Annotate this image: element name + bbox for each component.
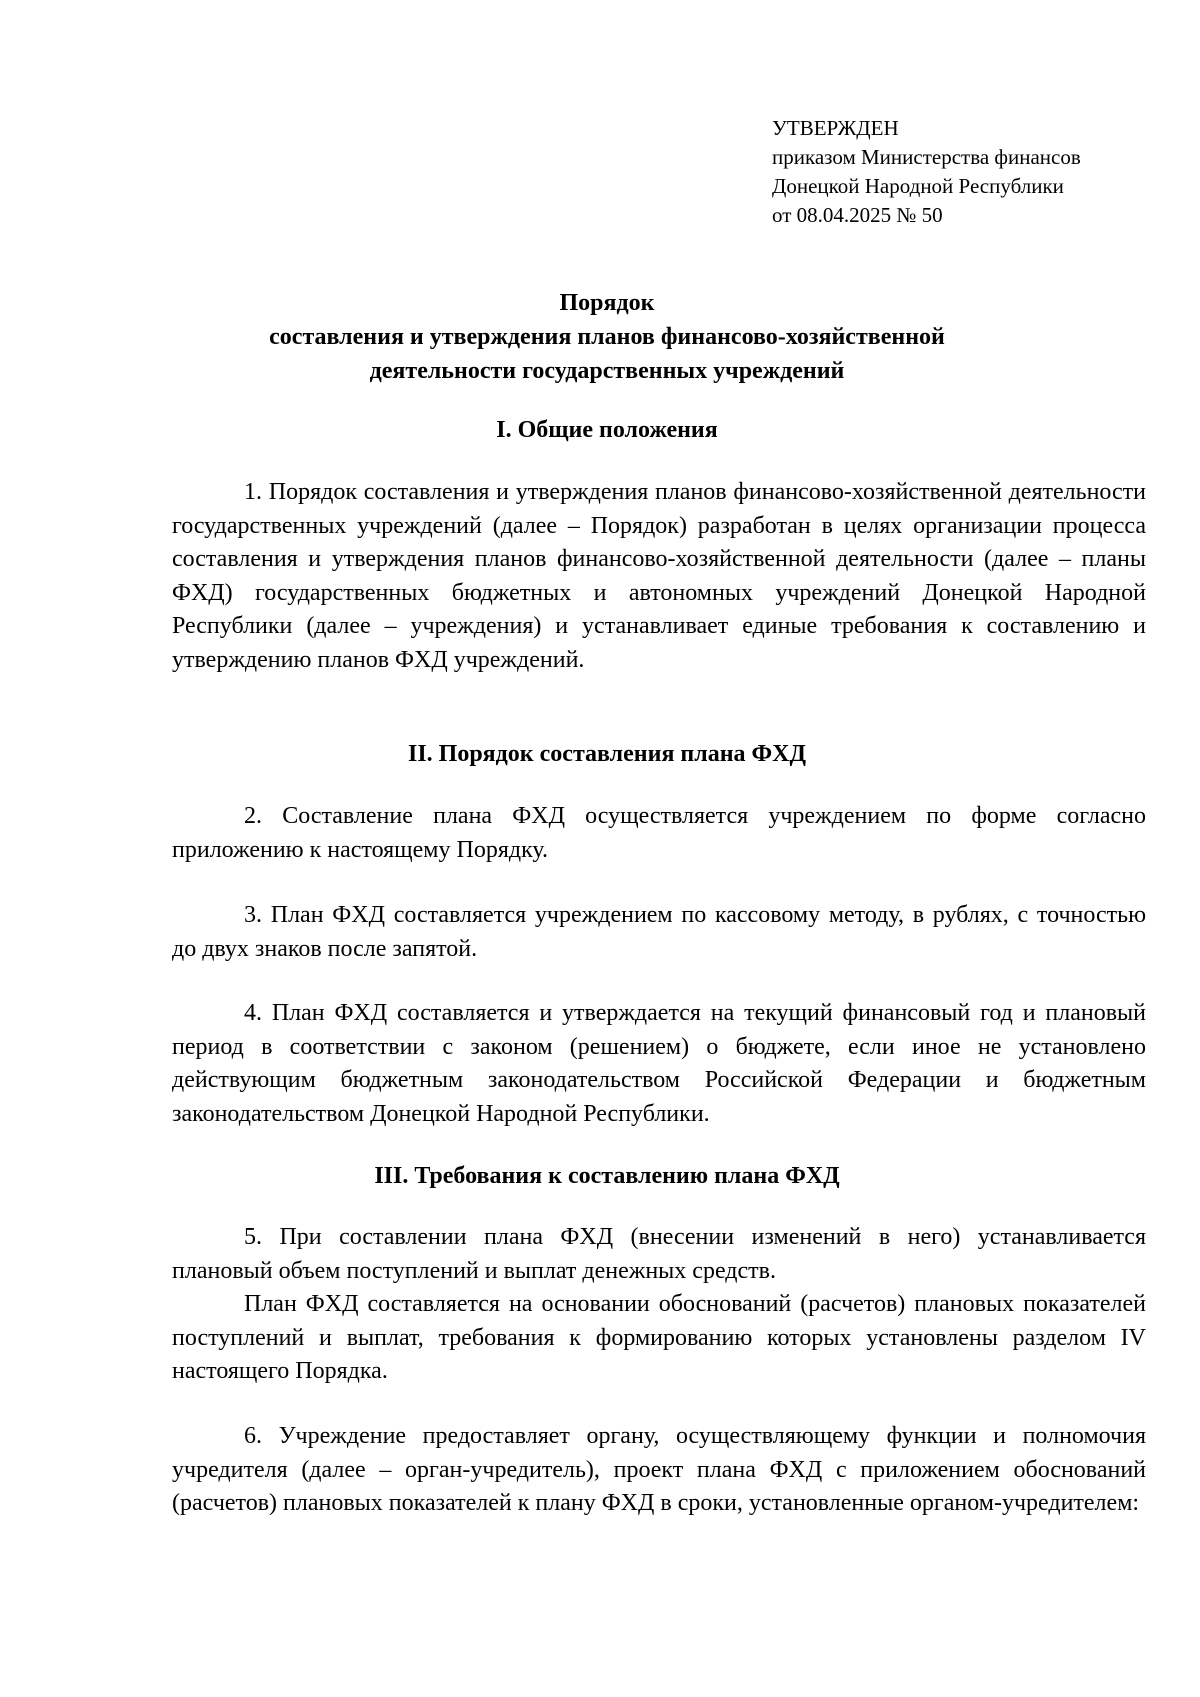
section-heading-3: III. Требования к составлению плана ФХД <box>374 1163 840 1189</box>
title-line-3: деятельности государственных учреждений <box>369 358 845 384</box>
approval-status: УТВЕРЖДЕН <box>772 116 899 140</box>
document-title <box>172 286 1042 388</box>
paragraph-4: 4. План ФХД составляется и утверждается на текущий финансовый год и плановый период в соответствии с законом (решением) о бюджете, если иное не установлено действующим бюджетным законодательством Российской Федерации и бюджетным законодательством Донецкой Народной Республики. <box>172 1000 1146 1127</box>
paragraph-5-continued: План ФХД составляется на основании обоснований (расчетов) плановых показателей поступлений и выплат, требования к формированию которых установлены разделом IV настоящего Порядка. <box>172 1291 1146 1384</box>
approval-date: от 08.04.2025 № 50 <box>772 203 943 227</box>
title-line-1: Порядок <box>559 290 655 316</box>
paragraph-3: 3. План ФХД составляется учреждением по кассовому методу, в рублях, с точностью до двух знаков после запятой. <box>172 902 1146 962</box>
section-heading-1: I. Общие положения <box>496 417 718 443</box>
approval-block <box>772 114 1172 230</box>
section-heading-2: II. Порядок составления плана ФХД <box>407 741 806 767</box>
paragraph-2: 2. Составление плана ФХД осуществляется учреждением по форме согласно приложению к настоящему Порядку. <box>172 803 1146 863</box>
approval-authority: Донецкой Народной Республики <box>772 174 1064 198</box>
approval-order: приказом Министерства финансов <box>772 145 1081 169</box>
paragraph-5: 5. При составлении плана ФХД (внесении изменений в него) устанавливается плановый объем поступлений и выплат денежных средств. <box>172 1224 1146 1284</box>
paragraph-6: 6. Учреждение предоставляет органу, осуществляющему функции и полномочия учредителя (далее – орган-учредитель), проект плана ФХД с приложением обоснований (расчетов) плановых показателей к плану ФХД в сроки, установленные органом-учредителем: <box>172 1423 1146 1516</box>
title-line-2: составления и утверждения планов финансово-хозяйственной <box>269 324 945 350</box>
paragraph-1: 1. Порядок составления и утверждения планов финансово-хозяйственной деятельности государственных учреждений (далее – Порядок) разработан в целях организации процесса составления и утверждения планов финансово-хозяйственной деятельности (далее – планы ФХД) государственных бюджетных и автономных учреждений Донецкой Народной Республики (далее – учреждения) и устанавливает единые требования к составлению и утверждению планов ФХД учреждений. <box>172 479 1146 673</box>
